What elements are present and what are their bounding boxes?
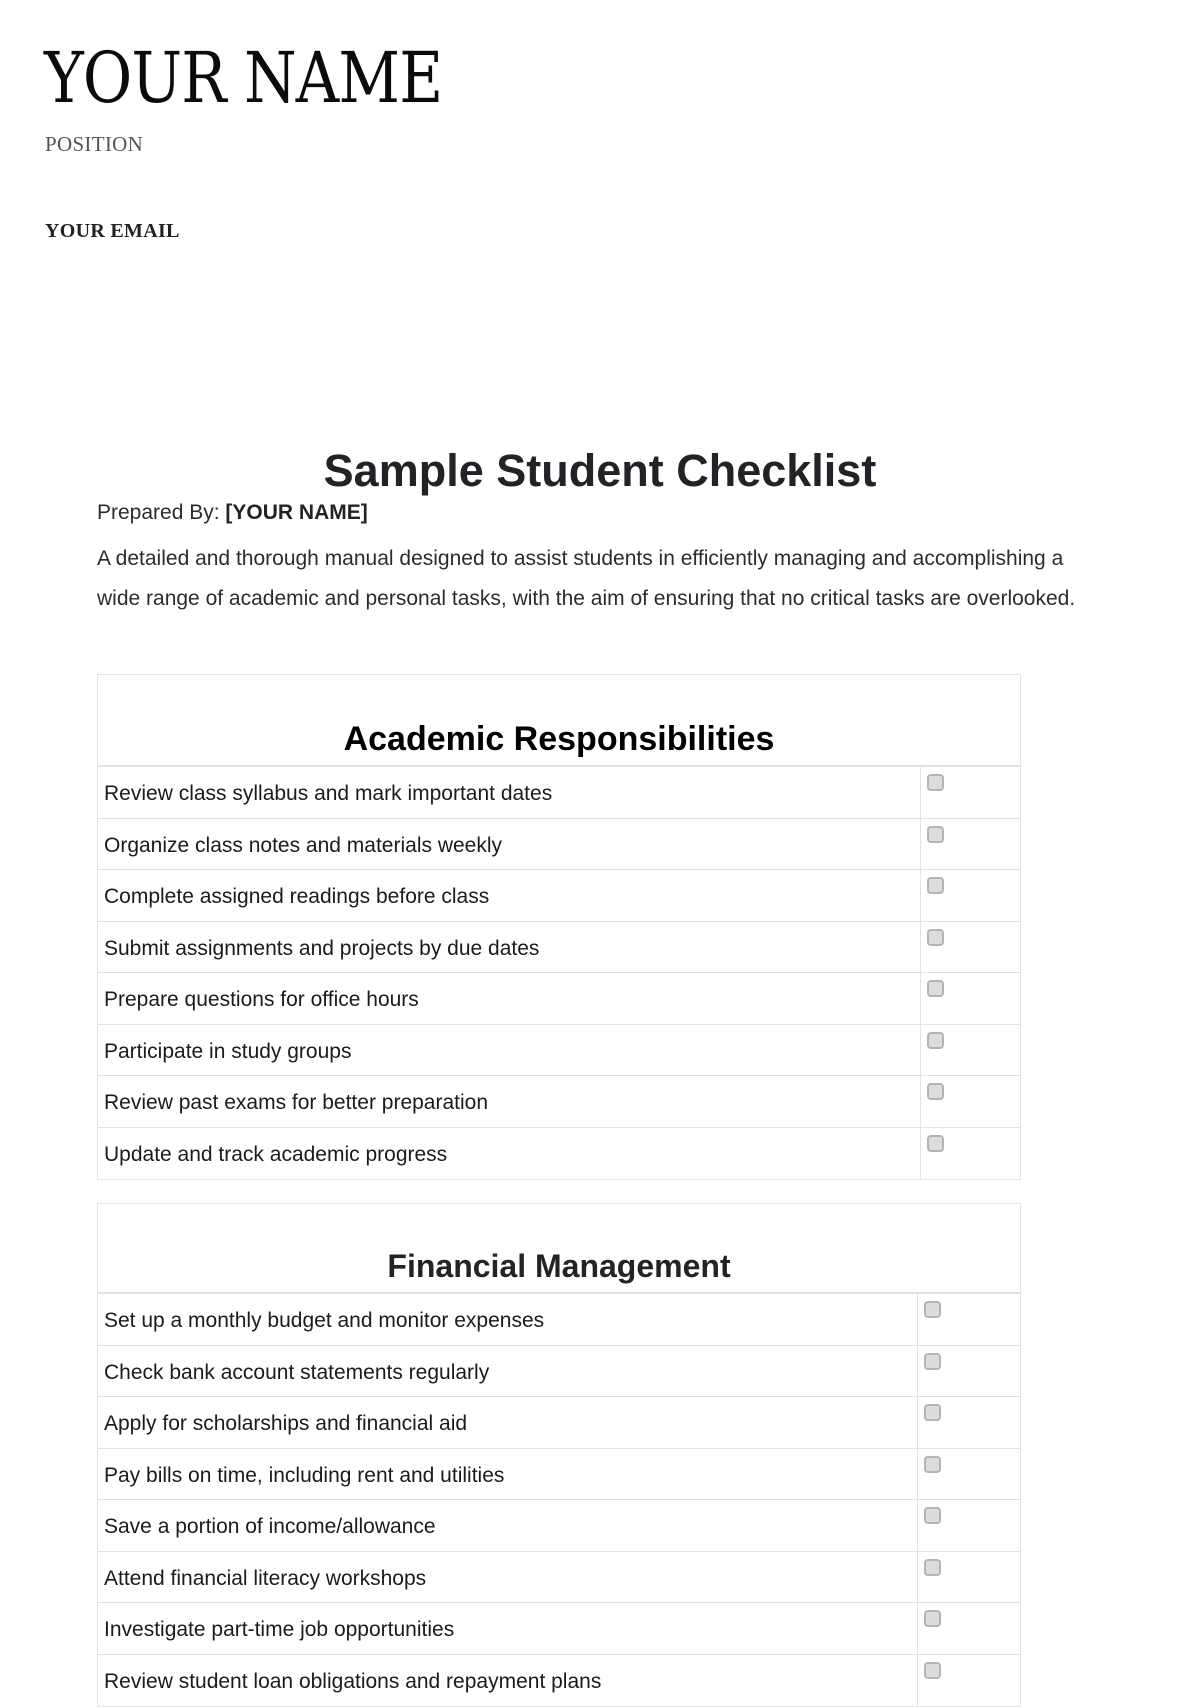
checkbox-cell: [918, 1346, 1020, 1397]
checklist-item-label: Apply for scholarships and financial aid: [98, 1397, 918, 1448]
checklist-item-label: Set up a monthly budget and monitor expenses: [98, 1294, 918, 1345]
checkbox-cell: [921, 870, 1020, 921]
checklist-checkbox[interactable]: [924, 1353, 941, 1370]
checklist-item-label: Check bank account statements regularly: [98, 1346, 918, 1397]
checkbox-cell: [918, 1603, 1020, 1654]
checklist-row: [98, 1603, 1020, 1655]
checklist-row: [98, 1294, 1020, 1346]
checklist-item-label: Review past exams for better preparation: [98, 1076, 921, 1127]
checklist-row: [98, 1076, 1020, 1128]
checklist-row: [98, 1025, 1020, 1077]
checklist-item-label: Investigate part-time job opportunities: [98, 1603, 918, 1654]
checkbox-cell: [918, 1294, 1020, 1345]
checklist-row: [98, 1449, 1020, 1501]
document-description: A detailed and thorough manual designed to assist students in efficiently managing and accomplishing a wide range of academic and personal tasks, with the aim of ensuring that no critical tasks are overlooked.: [97, 547, 1076, 610]
checkbox-cell: [918, 1449, 1020, 1500]
checklist-row: [98, 922, 1020, 974]
checklist-item-label: Participate in study groups: [98, 1025, 921, 1076]
author-name: YOUR NAME: [44, 37, 443, 119]
checklist-checkbox[interactable]: [924, 1662, 941, 1679]
checkbox-cell: [921, 973, 1020, 1024]
checkbox-cell: [921, 819, 1020, 870]
checkbox-cell: [921, 1025, 1020, 1076]
checklist-checkbox[interactable]: [927, 980, 944, 997]
checklist-checkbox[interactable]: [927, 1135, 944, 1152]
checklist-item-label: Prepare questions for office hours: [98, 973, 921, 1024]
checklist-checkbox[interactable]: [924, 1456, 941, 1473]
checkbox-cell: [918, 1552, 1020, 1603]
checklist-item-label: Attend financial literacy workshops: [98, 1552, 918, 1603]
checkbox-cell: [918, 1397, 1020, 1448]
checkbox-cell: [921, 767, 1020, 818]
checklist-row: [98, 973, 1020, 1025]
prepared-by-value: [YOUR NAME]: [225, 501, 368, 524]
prepared-by: [97, 500, 368, 526]
checklist-item-label: Update and track academic progress: [98, 1128, 921, 1180]
checklist-row: [98, 1128, 1020, 1180]
checkbox-cell: [921, 1128, 1020, 1180]
financial-checklist-table: [97, 1203, 1021, 1707]
checklist-row: [98, 767, 1020, 819]
section-header: [98, 1204, 1020, 1294]
checklist-checkbox[interactable]: [924, 1559, 941, 1576]
checkbox-cell: [918, 1655, 1020, 1707]
checklist-checkbox[interactable]: [927, 1083, 944, 1100]
checklist-checkbox[interactable]: [927, 1032, 944, 1049]
academic-checklist-table: [97, 674, 1021, 1180]
document-title: Sample Student Checklist: [323, 445, 877, 496]
checklist-checkbox[interactable]: [924, 1301, 941, 1318]
checklist-item-label: Complete assigned readings before class: [98, 870, 921, 921]
checklist-checkbox[interactable]: [927, 774, 944, 791]
author-position: POSITION: [45, 132, 144, 156]
checkbox-cell: [921, 1076, 1020, 1127]
author-email: YOUR EMAIL: [45, 220, 180, 242]
checklist-row: [98, 1552, 1020, 1604]
checklist-row: [98, 870, 1020, 922]
checklist-row: [98, 1655, 1020, 1707]
checklist-checkbox[interactable]: [924, 1404, 941, 1421]
checklist-row: [98, 1397, 1020, 1449]
checklist-row: [98, 1500, 1020, 1552]
checkbox-cell: [921, 922, 1020, 973]
checklist-checkbox[interactable]: [927, 929, 944, 946]
checkbox-cell: [918, 1500, 1020, 1551]
checklist-row: [98, 819, 1020, 871]
checklist-item-label: Submit assignments and projects by due dates: [98, 922, 921, 973]
checklist-item-label: Pay bills on time, including rent and utilities: [98, 1449, 918, 1500]
checklist-checkbox[interactable]: [924, 1610, 941, 1627]
checklist-item-label: Review class syllabus and mark important dates: [98, 767, 921, 818]
checklist-checkbox[interactable]: [927, 826, 944, 843]
section-title: Financial Management: [387, 1248, 731, 1284]
section-header: [98, 675, 1020, 767]
section-title: Academic Responsibilities: [343, 720, 775, 758]
checklist-item-label: Review student loan obligations and repayment plans: [98, 1655, 918, 1707]
checklist-checkbox[interactable]: [924, 1507, 941, 1524]
checklist-item-label: Organize class notes and materials weekly: [98, 819, 921, 870]
prepared-by-label: Prepared By:: [97, 501, 220, 524]
checklist-row: [98, 1346, 1020, 1398]
checklist-item-label: Save a portion of income/allowance: [98, 1500, 918, 1551]
checklist-checkbox[interactable]: [927, 877, 944, 894]
